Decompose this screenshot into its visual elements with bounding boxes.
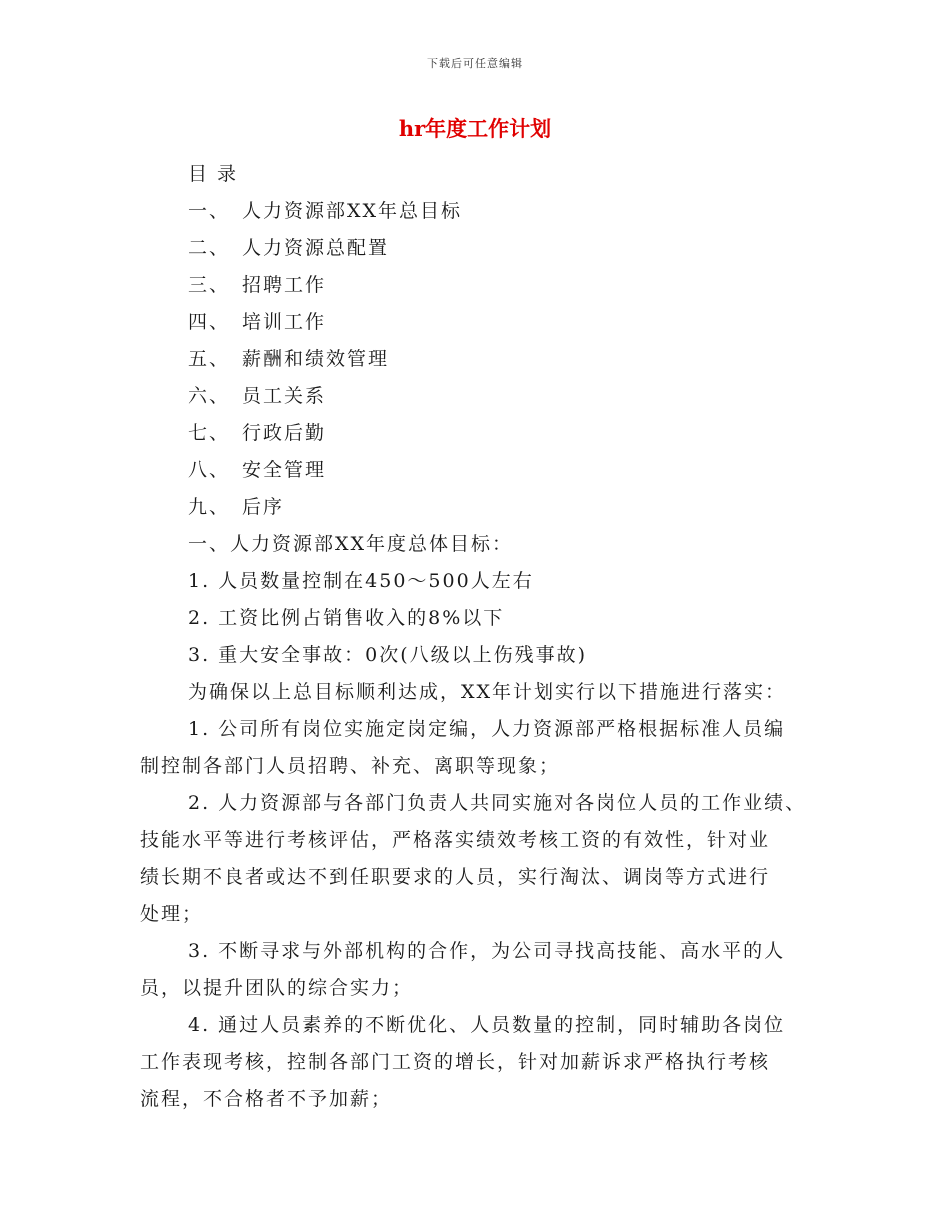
paragraph-line: 4. 通过人员素养的不断优化、人员数量的控制，同时辅助各岗位 <box>188 1014 786 1036</box>
toc-item-number: 七、 <box>188 422 231 444</box>
intro-paragraph: 为确保以上总目标顺利达成，XX年计划实行以下措施进行落实： <box>188 681 787 703</box>
toc-heading: 目 录 <box>188 163 239 185</box>
paragraph-line: 3. 不断寻求与外部机构的合作，为公司寻找高技能、高水平的人 <box>188 940 786 962</box>
toc-item-label: 薪酬和绩效管理 <box>242 348 390 370</box>
toc-item-label: 安全管理 <box>242 459 327 481</box>
toc-item <box>140 230 820 267</box>
goal-item: 2. 工资比例占销售收入的8%以下 <box>188 607 505 629</box>
paragraph-line: 工作表现考核，控制各部门工资的增长，针对加薪诉求严格执行考核 <box>140 1051 771 1073</box>
toc-item-number: 九、 <box>188 496 231 518</box>
paragraph-line: 制控制各部门人员招聘、补充、离职等现象； <box>140 755 561 777</box>
toc-item-label: 人力资源部XX年总目标 <box>242 200 463 222</box>
paragraph-line: 绩长期不良者或达不到任职要求的人员，实行淘汰、调岗等方式进行 <box>140 866 771 888</box>
toc-item-number: 六、 <box>188 385 231 407</box>
paragraph-line: 处理； <box>140 903 204 925</box>
section-heading: 一、人力资源部XX年度总体目标： <box>188 533 514 555</box>
measure-paragraph <box>140 933 820 1007</box>
paragraph-line: 1. 公司所有岗位实施定岗定编，人力资源部严格根据标准人员编 <box>188 718 786 740</box>
toc-item <box>140 304 820 341</box>
toc-item <box>140 452 820 489</box>
goal-item: 1. 人员数量控制在450～500人左右 <box>188 570 534 592</box>
toc-item <box>140 267 820 304</box>
toc-item <box>140 341 820 378</box>
toc-item-label: 后序 <box>242 496 285 518</box>
toc-item-number: 三、 <box>188 274 231 296</box>
toc-item <box>140 489 820 526</box>
document-title: hr年度工作计划 <box>398 116 552 141</box>
toc-item-number: 四、 <box>188 311 231 333</box>
toc-item-number: 五、 <box>188 348 231 370</box>
header-note: 下载后可任意编辑 <box>427 57 523 70</box>
goal-item: 3. 重大安全事故：0次(八级以上伤残事故) <box>188 644 588 666</box>
toc-item-number: 一、 <box>188 200 231 222</box>
toc-item-number: 八、 <box>188 459 231 481</box>
document-body <box>140 156 820 1118</box>
paragraph-line: 流程，不合格者不予加薪； <box>140 1088 393 1110</box>
toc-item <box>140 415 820 452</box>
paragraph-line: 2. 人力资源部与各部门负责人共同实施对各岗位人员的工作业绩、 <box>188 792 807 814</box>
paragraph-line: 员，以提升团队的综合实力； <box>140 977 414 999</box>
toc-item <box>140 378 820 415</box>
toc-item <box>140 193 820 230</box>
toc-item-label: 招聘工作 <box>242 274 327 296</box>
paragraph-line: 技能水平等进行考核评估，严格落实绩效考核工资的有效性，针对业 <box>140 829 771 851</box>
table-of-contents <box>140 193 820 526</box>
toc-item-label: 行政后勤 <box>242 422 327 444</box>
toc-item-label: 人力资源总配置 <box>242 237 390 259</box>
toc-item-label: 员工关系 <box>242 385 327 407</box>
toc-item-label: 培训工作 <box>242 311 327 333</box>
toc-item-number: 二、 <box>188 237 231 259</box>
measure-paragraph <box>140 785 820 933</box>
measure-paragraph <box>140 711 820 785</box>
measure-paragraph <box>140 1007 820 1118</box>
